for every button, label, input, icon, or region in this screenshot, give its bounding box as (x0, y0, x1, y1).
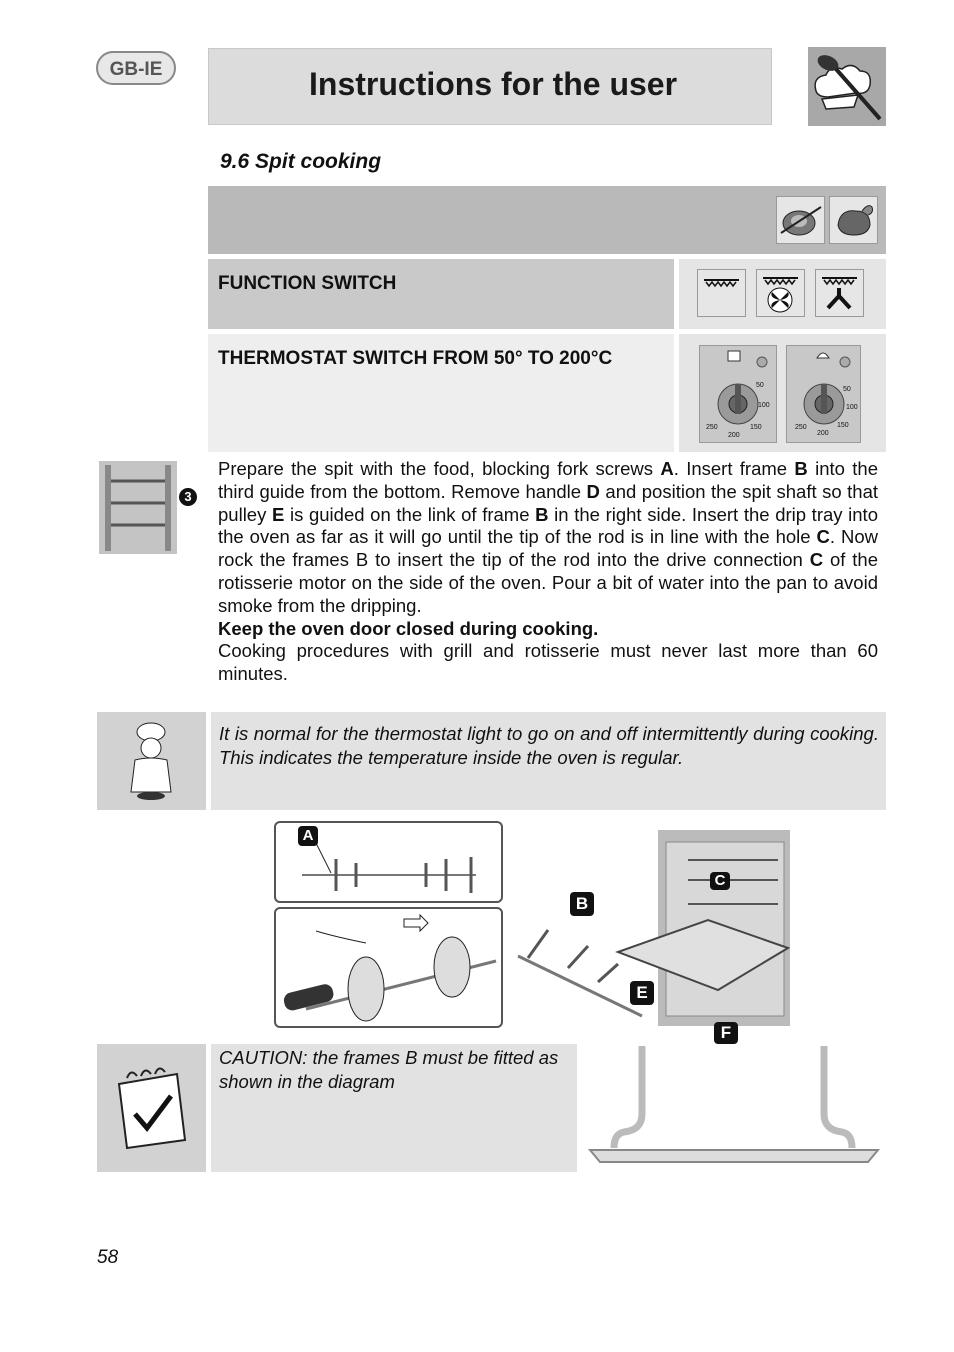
caution-text: CAUTION: the frames B must be fitted as shown in the diagram (219, 1047, 559, 1092)
rotisserie-icon (815, 269, 864, 317)
section-title: 9.6 Spit cooking (220, 150, 382, 173)
warning-line: Keep the oven door closed during cooking. (218, 617, 599, 639)
dial-tick: 150 (750, 424, 762, 431)
time-limit-line: Cooking procedures with grill and rotisserie must never last more than 60 minutes. (218, 640, 878, 685)
spit-assembly-diagram (274, 907, 503, 1028)
function-switch-row (208, 259, 674, 329)
grill-element-icon (697, 269, 746, 317)
label-c: C (710, 872, 730, 890)
notepad-check-icon (97, 1044, 206, 1172)
note-box (211, 712, 886, 810)
dial-tick: 250 (795, 424, 807, 431)
label-f: F (714, 1022, 738, 1044)
thermostat-label: THERMOSTAT SWITCH FROM 50° TO 200°C (218, 348, 613, 369)
caution-box (211, 1044, 577, 1172)
shelf-guide-icon (99, 461, 177, 554)
header-bar (208, 48, 772, 125)
guide-number-badge: 3 (179, 488, 197, 506)
dial-tick: 200 (817, 430, 829, 437)
frame-fitting-diagram (588, 1044, 880, 1172)
page-number: 58 (97, 1247, 119, 1268)
dial-tick: 100 (758, 402, 770, 409)
dial-tick: 100 (846, 404, 858, 411)
label-e: E (630, 981, 654, 1005)
note-text: It is normal for the thermostat light to go on and off intermittently during cooking. This indicates the temperature inside the oven is regular. (219, 723, 879, 768)
grill-fan-icon (756, 269, 805, 317)
fork-screw-diagram (274, 821, 503, 903)
thermostat-dial-b (786, 345, 861, 443)
thermostat-dials (679, 334, 886, 452)
thermostat-row (208, 334, 674, 452)
dial-tick: 200 (728, 432, 740, 439)
region-badge: GB-IE (96, 51, 176, 85)
roast-chicken-icon (829, 196, 878, 244)
dial-tick: 50 (843, 386, 851, 393)
dial-tick: 150 (837, 422, 849, 429)
chef-spoon-icon (808, 47, 886, 126)
roast-meat-icon (776, 196, 825, 244)
chef-icon (97, 712, 206, 810)
label-b: B (570, 892, 594, 916)
oven-cavity-diagram (508, 830, 790, 1042)
thermostat-dial-a (699, 345, 777, 443)
function-switch-label: FUNCTION SWITCH (218, 273, 397, 294)
instructions-text: Prepare the spit with the food, blocking fork screws A. Insert frame B into the third guide from the bottom. Remove handle D and position the spit shaft so that pulley E is guided on the link of frame B in the right side. Insert the drip tray into the oven as far as it will go until the tip of the rod is in line with the hole C. Now rock the frames B to insert the tip of the rod into the drive connection C of the rotisserie motor on the side of the oven. Pour a bit of water into the pan to avoid smoke from the dripping. Keep the oven door closed during cooking. Cooking procedures with grill and rotisserie must never last more than 60 minutes. (218, 458, 879, 685)
page-title: Instructions for the user (309, 66, 678, 102)
function-switch-icons (679, 259, 886, 329)
dial-tick: 50 (756, 382, 764, 389)
dial-tick: 250 (706, 424, 718, 431)
label-a: A (298, 826, 318, 846)
